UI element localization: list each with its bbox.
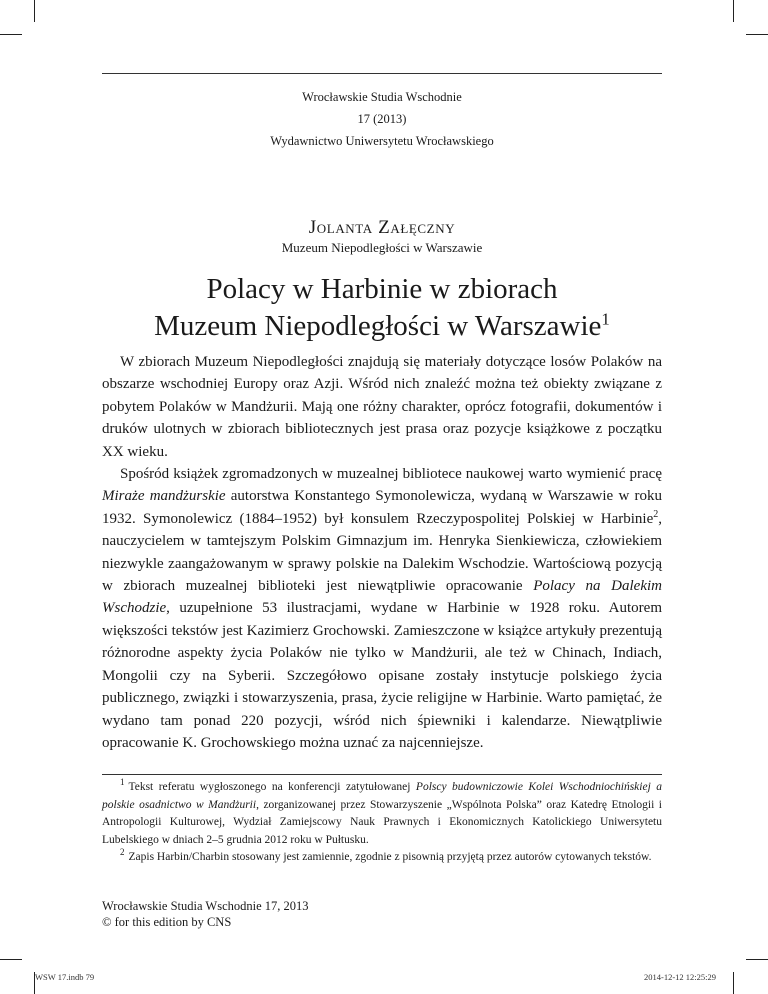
footnote-rule (102, 774, 662, 775)
author-affiliation: Muzeum Niepodległości w Warszawie (281, 240, 483, 255)
title-line-2: Muzeum Niepodległości w Warszawie$^1$ (154, 309, 610, 342)
author-name: Jolanta Załęczny (308, 217, 456, 238)
book-title-mirage: Miraże mandżurskie (102, 488, 226, 505)
journal-header (102, 86, 662, 152)
footnote-2: $^2$ Zapis Harbin/Charbin stosowany jest zamiennie, zgodnie z pisownią przyjętą przez autorów cytowanych tekstów. (120, 847, 652, 863)
crop-mark-bottom-right-v (733, 972, 734, 994)
paragraph-1: W zbiorach Muzeum Niepodległości znajdują się materiały dotyczące losów Polaków na obszarze wschodniej Europy oraz Azji. Wśród nich znaleźć można też obiekty związane z pobytem Polaków w Mandżurii. Mają one różny charakter, oprócz fotografii, dokumentów i druków ulotnych w zbiorach bibliotecznych jest prasa oraz pozycje książkowe z początku XX wieku. (102, 354, 662, 460)
print-slug-timestamp: 2014-12-12 12:25:29 (643, 972, 716, 982)
crop-mark-top-left-h (0, 34, 22, 35)
crop-mark-bottom-right-h (746, 959, 768, 960)
book-title-polacy: Polacy na Dalekim Wschodzie (102, 578, 662, 617)
footnote-ref-2[interactable]: 2 (653, 508, 659, 520)
crop-mark-bottom-left-h (0, 959, 22, 960)
publisher-name: Wydawnictwo Uniwersytetu Wrocławskiego (270, 134, 494, 148)
crop-mark-top-right-v (733, 0, 734, 22)
copyright-journal: Wrocławskie Studia Wschodnie 17, 2013 (102, 899, 309, 913)
journal-volume: 17 (2013) (357, 112, 407, 126)
footnote-1: $^1$ Tekst referatu wygłoszonego na konferencji zatytułowanej Polscy budowniczowie Kolei Wschodniochińskiej a polskie osadnictwo w Mandżurii, zorganizowanej przez Stowarzyszenie „Wspólnota Polska” oraz Katedrę Etnologii i Antropologii Kulturowej, Wydział Zamiejscowy Nauk Prawnych i Ekonomicznych Katolickiego Uniwersytetu Lubelskiego w dniach 2–5 grudnia 2012 roku w Pułtusku. (102, 777, 663, 846)
paragraph-2: Spośród książek zgromadzonych w muzealnej bibliotece naukowej warto wymienić pracę Miraże mandżurskie autorstwa Konstantego Symonolewicza, wydaną w Warszawie w roku 1932. Symonolewicz (1884–1952) był konsulem Rzeczypospolitej Polskiej w Harbinie$^2$, nauczycielem w tamtejszym Polskim Gimnazjum im. Henryka Sienkiewicza, człowiekiem niezwykle zaangażowanym w sprawy polskie na Dalekim Wschodzie. Wartościową pozycją w zbiorach muzealnej biblioteki jest niewątpliwie opracowanie Polacy na Dalekim Wschodzie, uzupełnione 53 ilustracjami, wydane w Harbinie w 1928 roku. Autorem większości tekstów jest Kazimierz Grochowski. Zamieszczone w książce artykuły prezentują różnorodne aspekty życia Polaków nie tylko w Mandżurii, ale też w Chinach, Indiach, Mongolii czy na Syberii. Szczegółowo opisane zostały instytucje polskiego życia publicznego, związki i stowarzyszenia, prasa, życie religijne w Harbinie. Warto pamiętać, że wydano tam ponad 220 pozycji, wśród nich śpiewniki i kalendarze. Niewątpliwie opracowanie K. Grochowskiego można uznać za najcenniejsze. (102, 466, 662, 751)
crop-mark-top-right-h (746, 34, 768, 35)
header-rule (102, 73, 662, 74)
article-body (102, 351, 662, 754)
copyright-notice: © for this edition by CNS (102, 915, 232, 929)
title-footnote-ref[interactable]: 1 (601, 309, 610, 329)
print-slug-file: WSW 17.indb 79 (35, 972, 95, 982)
title-line-1: Polacy w Harbinie w zbiorach (206, 273, 558, 305)
article-title (102, 271, 662, 345)
journal-name: Wrocławskie Studia Wschodnie (302, 90, 462, 104)
crop-mark-top-left-v (34, 0, 35, 22)
footnotes (102, 779, 662, 867)
copyright-block (102, 898, 662, 930)
